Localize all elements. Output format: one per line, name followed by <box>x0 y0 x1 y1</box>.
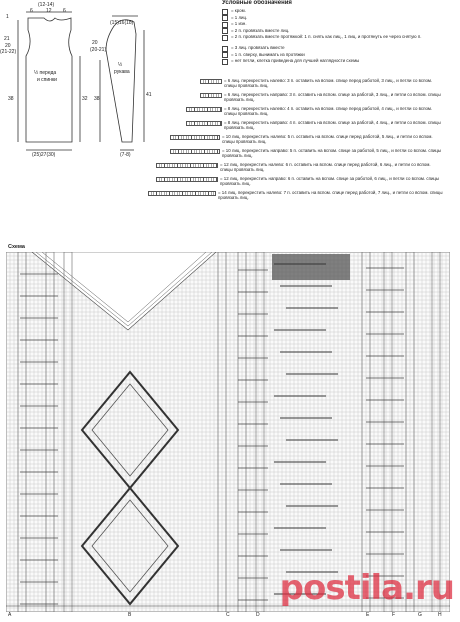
watermark <box>280 568 454 608</box>
cable-cross-symbol-icon <box>170 149 220 154</box>
legend-symbol-icon <box>222 35 228 41</box>
cable-cross-symbol-icon <box>186 121 222 126</box>
front-top-part-1: 6 <box>30 8 33 14</box>
legend-cross-item <box>170 148 444 159</box>
legend-basic-text: = 3 лиц. провязать вместе <box>231 45 285 50</box>
shaded-block <box>272 254 350 280</box>
front-top-part-3: 6 <box>63 8 66 14</box>
legend-basic-text: = 1 изн. <box>231 21 247 27</box>
legend-basic-text: = 2 п. провязать вместе протяжкой: 1 п. снять как лиц., 1 лиц. и протянуть ее через снятую п. <box>231 34 422 40</box>
chart-bottom-mark: F <box>392 612 396 618</box>
legend-cross-item <box>170 134 444 145</box>
legend-symbol-icon <box>222 22 228 28</box>
cable-cross-symbol-icon <box>156 163 218 168</box>
front-height-left: 38 <box>8 96 14 102</box>
cable-cross-symbol-icon <box>186 107 222 112</box>
legend-symbol-icon <box>222 28 228 34</box>
chart-bottom-mark: B <box>128 612 132 618</box>
legend-symbol-icon <box>222 46 228 52</box>
watermark-text: postila.ru <box>279 568 454 608</box>
legend-cross-text: = 6 лиц. перекрестить направо: 3 п. оставить на вспом. спице за работой, 3 лиц., и петли со вспом. спицы провязать лиц. <box>224 92 441 103</box>
legend-cross-item <box>148 190 444 201</box>
legend-cross-item <box>156 176 444 187</box>
front-armhole-note: 1 <box>6 14 9 20</box>
legend-symbol-icon <box>222 15 228 21</box>
legend-cross-text: = 12 лиц. перекрестить направо: 6 п. оставить на вспом. спице за работой, 6 лиц., и петли со вспом. спицы провязать лиц. <box>220 176 440 187</box>
front-schematic <box>0 0 90 168</box>
front-body-label-1: ½ переда <box>34 70 57 76</box>
chart-bottom-mark: D <box>256 612 260 618</box>
legend-basic-item <box>222 8 445 15</box>
sleeve-bottom-measure: (7-8) <box>120 152 131 158</box>
chart-bottom-mark: H <box>438 612 442 618</box>
legend-cross-text: = 6 лиц. перекрестить налево: 3 п. оставить на вспом. спице перед работой, 3 лиц., и петли со вспом. спицы провязать лиц. <box>224 78 433 89</box>
cable-cross-symbol-icon <box>156 177 218 182</box>
legend-basic-item <box>222 45 445 52</box>
legend-cross-item <box>186 106 444 117</box>
front-top-part-2: 12 <box>46 8 52 14</box>
front-side-label-1: 21 <box>4 36 10 42</box>
legend-basic-item <box>222 28 445 35</box>
chart-label: Схема <box>8 244 25 250</box>
legend-basic-text: = 2 п. провязать вместе лиц. <box>231 27 290 33</box>
chart-bottom-mark: A <box>8 612 12 618</box>
cable-cross-symbol-icon <box>200 79 222 84</box>
legend-basic-text: = 1 лиц. <box>231 14 248 20</box>
legend-symbol-icon <box>222 52 228 58</box>
sleeve-side-label-1: 20 <box>92 40 98 46</box>
legend-cross-text: = 8 лиц. перекрестить направо: 4 п. оставить на вспом. спице за работой, 4 лиц., и петли со вспом. спицы провязать лиц. <box>224 120 441 131</box>
chart-bottom-mark: E <box>366 612 370 618</box>
legend-basic-item <box>222 34 445 41</box>
chart-bottom-mark: C <box>226 612 230 618</box>
legend-cross-item <box>186 120 444 131</box>
legend-basic-text: = 1 п. сверху, вынимать из протяжки <box>231 51 305 57</box>
legend-basic-item <box>222 52 445 59</box>
legend-symbol-icon <box>222 9 228 15</box>
sleeve-outline <box>106 20 136 142</box>
front-top-measure: (12-14) <box>38 2 55 8</box>
chart-bottom-mark: G <box>418 612 422 618</box>
legend-basic-item <box>222 58 445 65</box>
sleeve-body-label-2: рукава <box>114 69 130 75</box>
sleeve-top-measure: (15)16(18) <box>110 20 134 26</box>
front-height-right: 32 <box>82 96 88 102</box>
cable-cross-symbol-icon <box>200 93 222 98</box>
cable-cross-symbol-icon <box>170 135 220 140</box>
legend-basic-item <box>222 21 445 28</box>
legend-basic-item <box>222 15 445 22</box>
sleeve-side-label-2: (20-21) <box>90 47 107 53</box>
legend-basic-text: = кром. <box>231 8 246 13</box>
front-side-label-2: 20 <box>5 43 11 49</box>
sleeve-body-label-1: ½ <box>118 62 123 68</box>
legend-symbol-icon <box>222 59 228 65</box>
cable-cross-symbol-icon <box>148 191 216 196</box>
sleeve-height-left: 38 <box>94 96 100 102</box>
front-body-label-2: и спинки <box>37 77 57 83</box>
legend-cross-text: = 8 лиц. перекрестить налево: 4 п. оставить на вспом. спице перед работой, 4 лиц., и петли со вспом. спицы провязать лиц. <box>224 106 433 117</box>
legend-cross-item <box>200 92 444 103</box>
front-bottom-measure: (25)27(30) <box>32 152 56 158</box>
front-side-label-3: (21-22) <box>0 49 17 55</box>
legend-cross-item <box>156 162 444 173</box>
sleeve-height-right: 41 <box>146 92 152 98</box>
legend-title: Условные обозначения <box>222 0 292 6</box>
legend-basic-text: = нет петли, клетка приведена для лучшей наглядности схемы <box>231 58 360 64</box>
legend-cross-text: = 10 лиц. перекрестить налево: 5 п. оставить на вспом. спице перед работой, 5 лиц., и петли со вспом. спицы провязать лиц. <box>222 134 433 145</box>
knitting-chart <box>6 252 450 612</box>
legend-cross-text: = 12 лиц. перекрестить налево: 6 п. оставить на вспом. спице перед работой, 6 лиц., и петли со вспом. спицы провязать лиц. <box>220 162 431 173</box>
legend-cross-item <box>200 78 444 89</box>
legend-cross-text: = 14 лиц. перекрестить налево: 7 п. оставить на вспом. спице перед работой, 7 лиц., и петли со вспом. спицы провязать лиц. <box>218 190 443 201</box>
legend-cross-text: = 10 лиц. перекрестить направо: 5 п. оставить на вспом. спице за работой, 5 лиц., и петли со вспом. спицы провязать лиц. <box>222 148 442 159</box>
